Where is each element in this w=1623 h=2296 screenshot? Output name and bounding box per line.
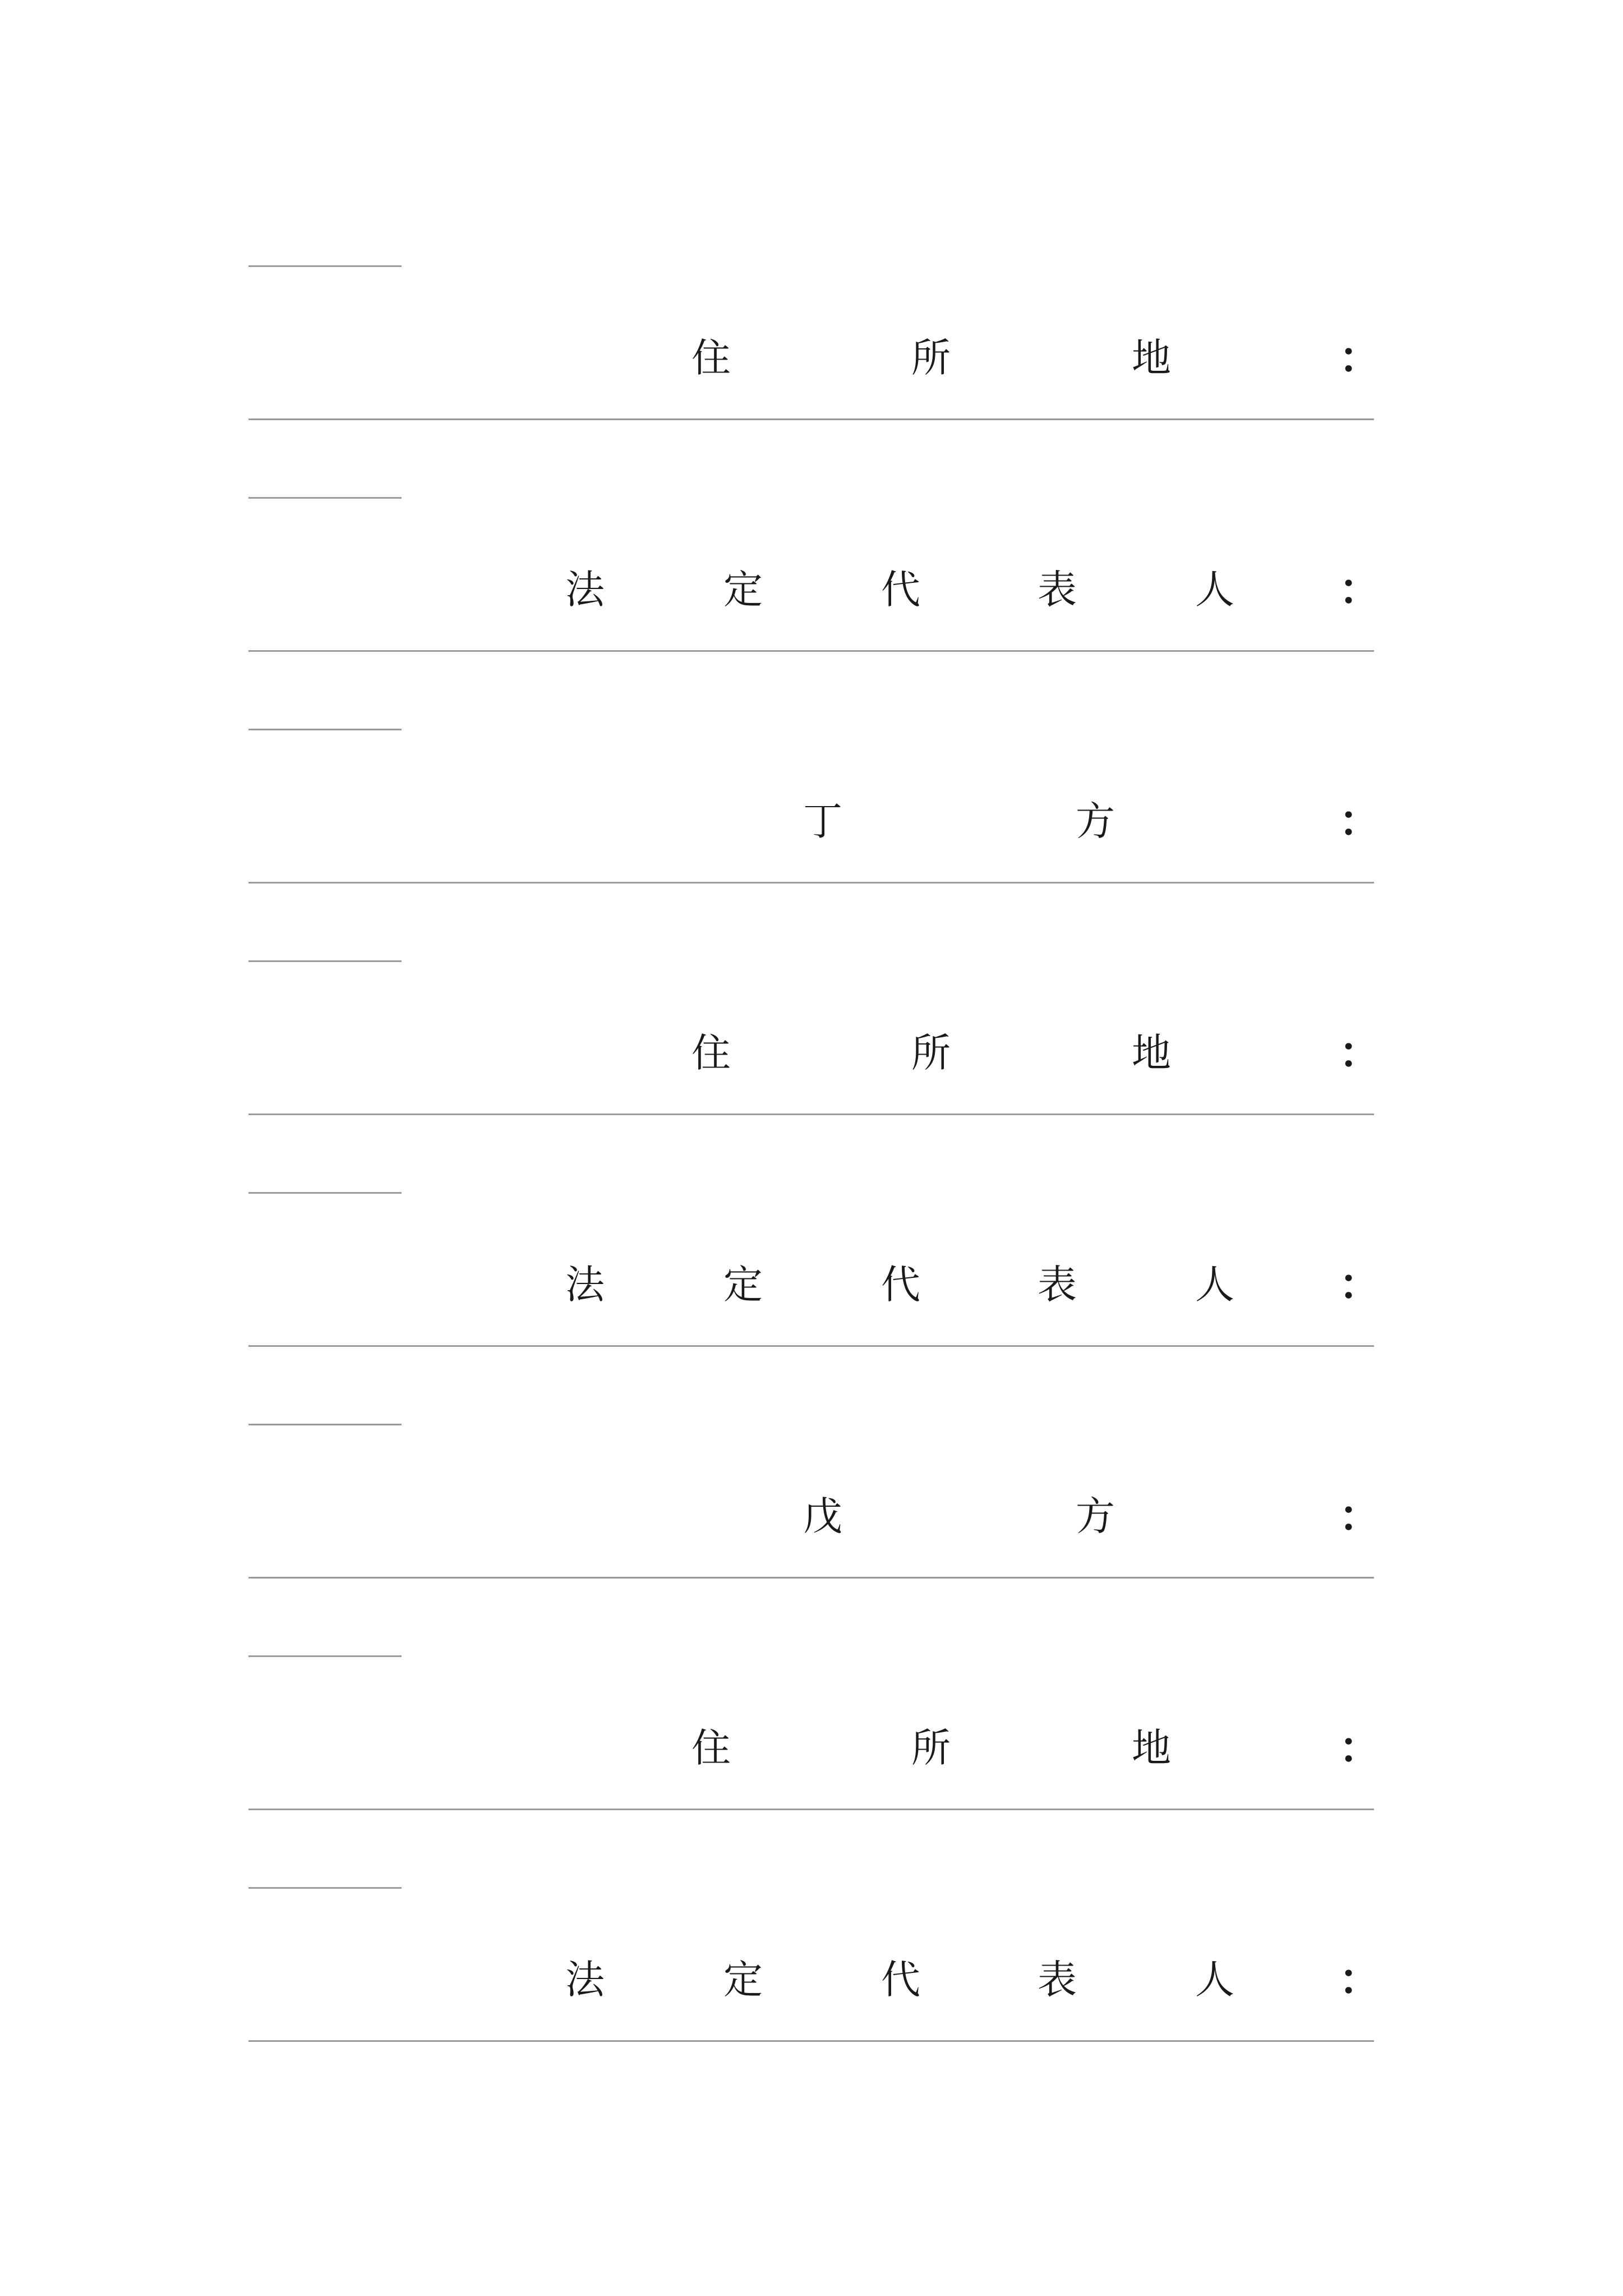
label-colon: ： xyxy=(1339,564,1381,614)
label-char: 地 xyxy=(1132,335,1171,381)
short-underline xyxy=(248,1424,402,1425)
field-label xyxy=(0,1025,1623,1081)
label-char: 人 xyxy=(1195,1262,1234,1308)
label-char: 法 xyxy=(565,1957,605,2003)
label-char: 表 xyxy=(1038,1262,1077,1308)
label-colon: ： xyxy=(1339,796,1381,846)
fill-in-line[interactable] xyxy=(248,1577,1374,1579)
field-legal-representative xyxy=(0,497,1623,729)
label-char: 定 xyxy=(723,1957,763,2003)
short-underline xyxy=(248,265,402,267)
label-char: 丁 xyxy=(803,798,842,844)
short-underline xyxy=(248,1655,402,1657)
field-residence xyxy=(0,1655,1623,1887)
field-label xyxy=(0,330,1623,386)
label-char: 住 xyxy=(691,1725,731,1771)
field-legal-representative xyxy=(0,1192,1623,1424)
field-label xyxy=(0,562,1623,618)
short-underline xyxy=(248,1192,402,1194)
label-char: 代 xyxy=(881,1957,920,2003)
label-char: 方 xyxy=(1076,1493,1115,1539)
field-label xyxy=(0,1952,1623,2008)
field-label xyxy=(0,793,1623,849)
label-char: 定 xyxy=(723,567,763,613)
label-char: 所 xyxy=(911,1030,951,1076)
label-char: 人 xyxy=(1195,1957,1234,2003)
label-char: 所 xyxy=(911,1725,951,1771)
label-colon: ： xyxy=(1339,333,1381,383)
label-char: 戊 xyxy=(803,1493,842,1539)
field-party-ding xyxy=(0,729,1623,960)
label-char: 法 xyxy=(565,567,605,613)
label-char: 表 xyxy=(1038,1957,1077,2003)
fill-in-line[interactable] xyxy=(248,418,1374,420)
label-colon: ： xyxy=(1339,1028,1381,1078)
fill-in-line[interactable] xyxy=(248,2040,1374,2042)
fill-in-line[interactable] xyxy=(248,650,1374,652)
short-underline xyxy=(248,1887,402,1889)
label-colon: ： xyxy=(1339,1259,1381,1309)
field-residence xyxy=(0,265,1623,497)
label-char: 表 xyxy=(1038,567,1077,613)
field-legal-representative xyxy=(0,1887,1623,2119)
short-underline xyxy=(248,497,402,499)
label-char: 地 xyxy=(1132,1725,1171,1771)
field-residence xyxy=(0,960,1623,1192)
label-char: 所 xyxy=(911,335,951,381)
label-colon: ： xyxy=(1339,1954,1381,2004)
field-label xyxy=(0,1488,1623,1544)
field-label xyxy=(0,1720,1623,1776)
label-colon: ： xyxy=(1339,1723,1381,1773)
field-label xyxy=(0,1257,1623,1313)
short-underline xyxy=(248,729,402,730)
label-char: 方 xyxy=(1076,798,1115,844)
label-char: 住 xyxy=(691,1030,731,1076)
label-char: 法 xyxy=(565,1262,605,1308)
fill-in-line[interactable] xyxy=(248,882,1374,884)
label-char: 住 xyxy=(691,335,731,381)
label-colon: ： xyxy=(1339,1491,1381,1541)
fill-in-line[interactable] xyxy=(248,1345,1374,1347)
field-party-wu xyxy=(0,1424,1623,1655)
fill-in-line[interactable] xyxy=(248,1114,1374,1115)
label-char: 代 xyxy=(881,567,920,613)
label-char: 地 xyxy=(1132,1030,1171,1076)
fill-in-line[interactable] xyxy=(248,1809,1374,1810)
label-char: 人 xyxy=(1195,567,1234,613)
short-underline xyxy=(248,960,402,962)
label-char: 代 xyxy=(881,1262,920,1308)
label-char: 定 xyxy=(723,1262,763,1308)
